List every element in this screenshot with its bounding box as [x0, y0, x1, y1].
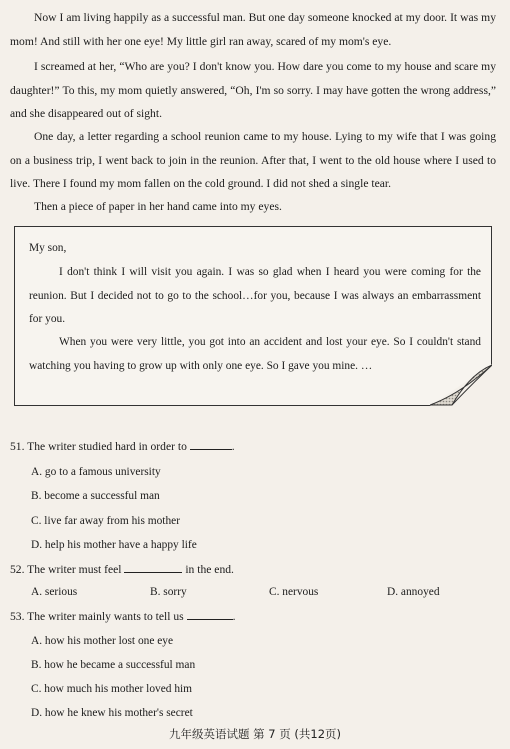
question-52-option-a[interactable]: A. serious: [31, 586, 78, 598]
question-51-option-b[interactable]: B. become a successful man: [31, 490, 160, 502]
question-53-option-d[interactable]: D. how he knew his mother's secret: [31, 707, 193, 719]
question-52-stem: 52. The writer must feel: [10, 563, 122, 576]
question-51-option-a[interactable]: A. go to a famous university: [31, 466, 161, 478]
question-52: [10, 563, 234, 576]
question-52-option-c[interactable]: C. nervous: [269, 586, 319, 598]
question-53-stem-end: .: [232, 610, 236, 623]
question-52-blank: [124, 572, 182, 573]
question-53-option-b[interactable]: B. how he became a successful man: [31, 659, 196, 671]
question-52-option-d[interactable]: D. annoyed: [387, 586, 440, 598]
question-51-option-d[interactable]: D. help his mother have a happy life: [31, 539, 197, 551]
question-52-stem-end: in the end.: [185, 563, 234, 576]
question-53-stem: 53. The writer mainly wants to tell us: [10, 610, 184, 623]
question-53-option-a[interactable]: A. how his mother lost one eye: [31, 635, 174, 647]
letter-box: [14, 226, 492, 406]
passage-paragraph-3: One day, a letter regarding a school reunion came to my house. Lying to my wife that I was going on a business trip, I went back to join in the reunion. After that, I went to the old house where I used to live. There I found my mom fallen on the cold ground. I did not shed a single tear.: [10, 130, 496, 191]
page-footer: 九年级英语试题 第 7 页 (共12页): [168, 727, 342, 741]
passage-paragraph-2: I screamed at her, “Who are you? I don't know you. How dare you come to my house and scare my daughter!” To this, my mom quietly answered, “Oh, I'm so sorry. I may have gotten the wrong address,” and she disappeared out of sight.: [10, 60, 496, 121]
question-51-stem-end: .: [231, 440, 235, 453]
question-52-option-b[interactable]: B. sorry: [150, 586, 187, 598]
question-53: [10, 610, 235, 623]
letter-salutation: My son,: [29, 242, 67, 254]
question-52-options: [31, 586, 491, 602]
letter-paragraph-2: When you were very little, you got into an accident and lost your eye. So I couldn't stand watching you having to grow up with only one eye. So I gave you mine. …: [29, 336, 481, 372]
letter-paragraph-1: I don't think I will visit you again. I was so glad when I heard you were coming for the reunion. But I decided not to go to the school…for you, because I was always an embarrassment for you.: [29, 266, 481, 325]
passage-paragraph-4: Then a piece of paper in her hand came into my eyes.: [34, 200, 282, 213]
question-51-stem: 51. The writer studied hard in order to: [10, 440, 187, 453]
question-51-blank: [190, 449, 232, 450]
question-53-option-c[interactable]: C. how much his mother loved him: [31, 683, 193, 695]
question-53-blank: [187, 619, 233, 620]
question-51: [10, 440, 235, 453]
passage-paragraph-1: Now I am living happily as a successful man. But one day someone knocked at my door. It was my mom! And still with her one eye! My little girl ran away, scared of my mom's eye.: [10, 11, 496, 48]
page-curl-icon: [430, 364, 492, 406]
question-51-option-c[interactable]: C. live far away from his mother: [31, 515, 180, 527]
